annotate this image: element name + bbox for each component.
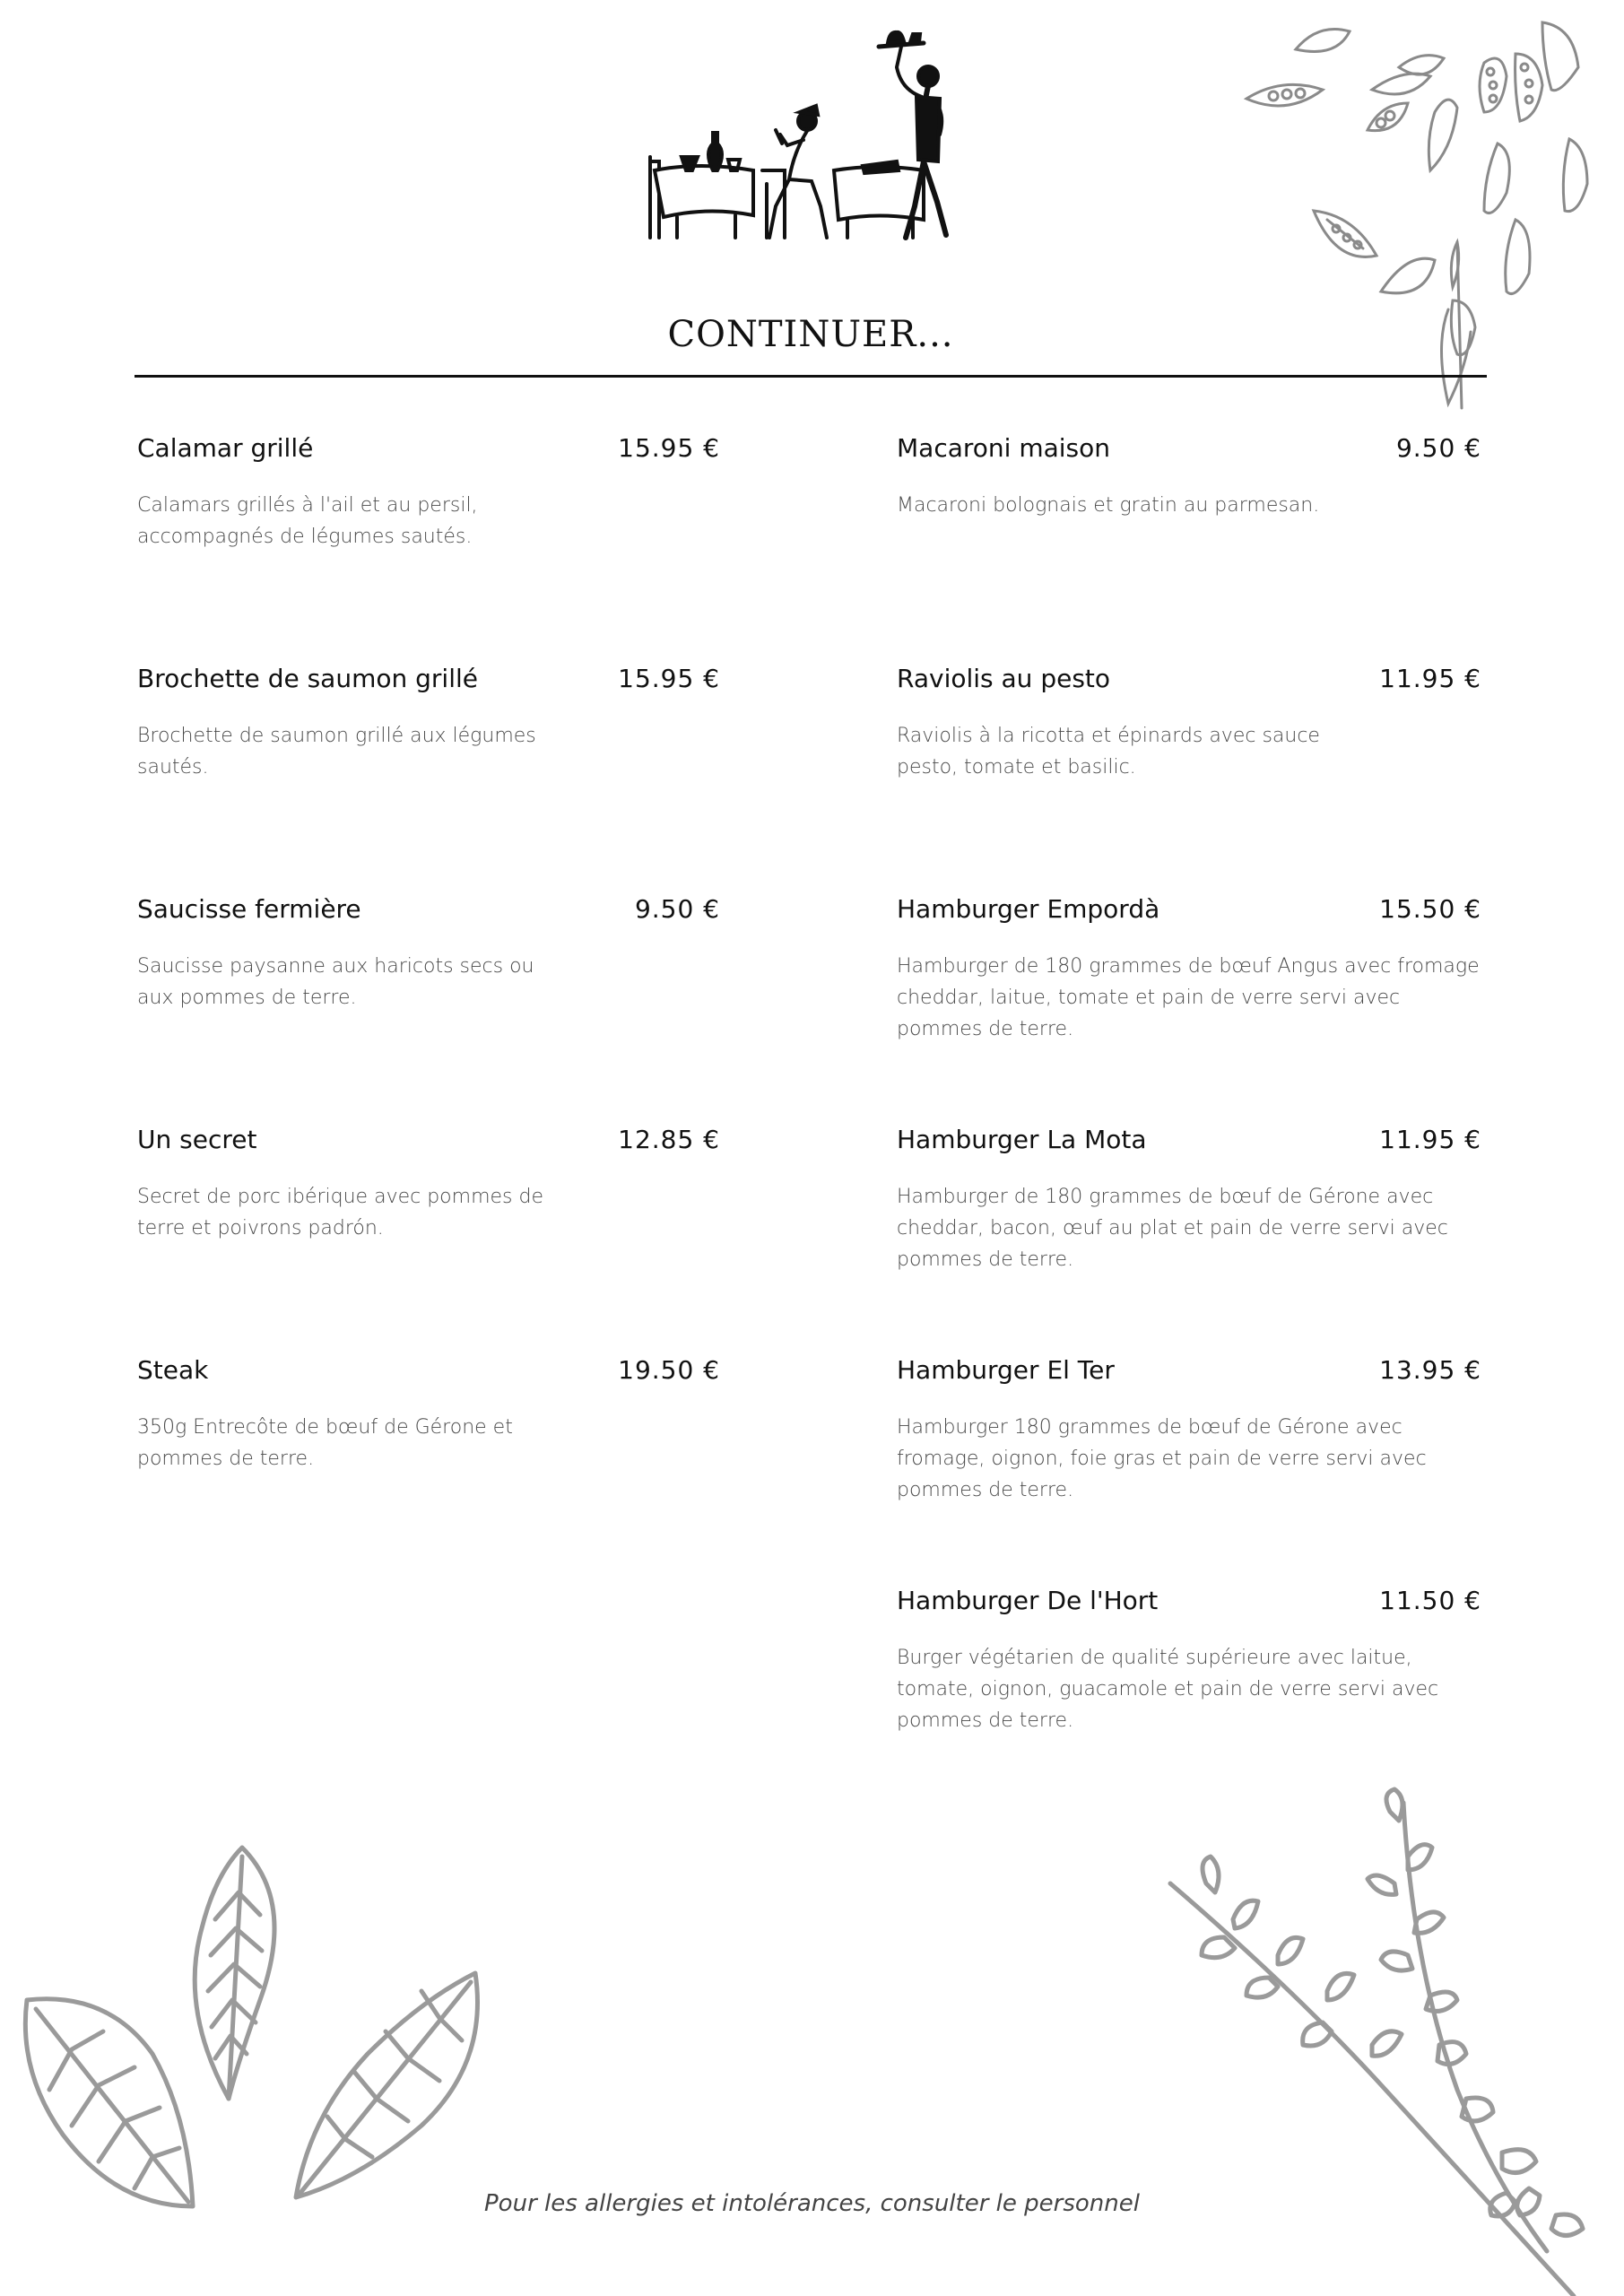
item-description: Burger végétarien de qualité supérieure avec laitue, tomate, oignon, guacamole et pain de verre servi avec pommes de terre.: [897, 1647, 1439, 1732]
item-price: 11.50 €: [1379, 1586, 1481, 1615]
item-name: Calamar grillé: [137, 433, 314, 463]
item-description: Raviolis à la ricotta et épinards avec sauce pesto, tomate et basilic.: [897, 725, 1320, 778]
item-price: 15.95 €: [618, 433, 720, 463]
menu-item: [897, 894, 1481, 1045]
menu-item: [137, 664, 720, 783]
item-price: 11.95 €: [1379, 1125, 1481, 1154]
item-description: Secret de porc ibérique avec pommes de terre et poivrons padrón.: [137, 1186, 543, 1239]
section-title: CONTINUER...: [667, 314, 954, 355]
leaf-sketch-illustration: [0, 1830, 502, 2233]
item-name: Hamburger Empordà: [897, 894, 1160, 924]
item-price: 9.50 €: [1395, 433, 1481, 463]
item-description: Hamburger de 180 grammes de bœuf de Gérone avec cheddar, bacon, œuf au plat et pain de verre servi avec pommes de terre.: [897, 1186, 1448, 1271]
item-price: 12.85 €: [618, 1125, 720, 1154]
item-name: Brochette de saumon grillé: [137, 664, 478, 693]
pea-pod-leaves-illustration: [1229, 13, 1624, 426]
menu-item: [897, 433, 1481, 521]
item-description: Macaroni bolognais et gratin au parmesan.: [897, 494, 1320, 517]
item-description: Calamars grillés à l'ail et au persil, accompagnés de légumes sautés.: [137, 494, 478, 548]
item-price: 15.95 €: [618, 664, 720, 693]
menu-item: [897, 1125, 1481, 1275]
herb-branch-illustration: [1152, 1785, 1624, 2296]
title-divider: [135, 375, 1487, 378]
item-name: Saucisse fermière: [137, 894, 361, 924]
item-description: Hamburger de 180 grammes de bœuf Angus avec fromage cheddar, laitue, tomate et pain de verre servi avec pommes de terre.: [897, 955, 1480, 1040]
menu-item: [137, 1355, 720, 1474]
item-name: Raviolis au pesto: [897, 664, 1111, 693]
menu-item: [137, 894, 720, 1013]
item-name: Steak: [137, 1355, 209, 1385]
item-name: Macaroni maison: [897, 433, 1110, 463]
menu-item: [137, 433, 720, 552]
menu-item: [137, 1125, 720, 1244]
item-price: 19.50 €: [618, 1355, 720, 1385]
item-description: 350g Entrecôte de bœuf de Gérone et pommes de terre.: [137, 1416, 513, 1470]
menu-item: [897, 1355, 1481, 1506]
menu-item: [897, 664, 1481, 783]
item-name: Hamburger El Ter: [897, 1355, 1115, 1385]
item-price: 13.95 €: [1379, 1355, 1481, 1385]
item-price: 9.50 €: [634, 894, 720, 924]
item-description: Hamburger 180 grammes de bœuf de Gérone avec fromage, oignon, foie gras et pain de verre servi avec pommes de terre.: [897, 1416, 1427, 1501]
menu-item: [897, 1586, 1481, 1736]
item-name: Hamburger La Mota: [897, 1125, 1147, 1154]
item-price: 15.50 €: [1379, 894, 1481, 924]
waiter-and-diners-illustration: [628, 27, 986, 247]
item-name: Hamburger De l'Hort: [897, 1586, 1159, 1615]
allergy-footer-note: Pour les allergies et intolérances, consulter le personnel: [484, 2190, 1140, 2217]
item-description: Brochette de saumon grillé aux légumes sautés.: [137, 725, 536, 778]
item-price: 11.95 €: [1379, 664, 1481, 693]
item-description: Saucisse paysanne aux haricots secs ou aux pommes de terre.: [137, 955, 534, 1009]
item-name: Un secret: [137, 1125, 257, 1154]
